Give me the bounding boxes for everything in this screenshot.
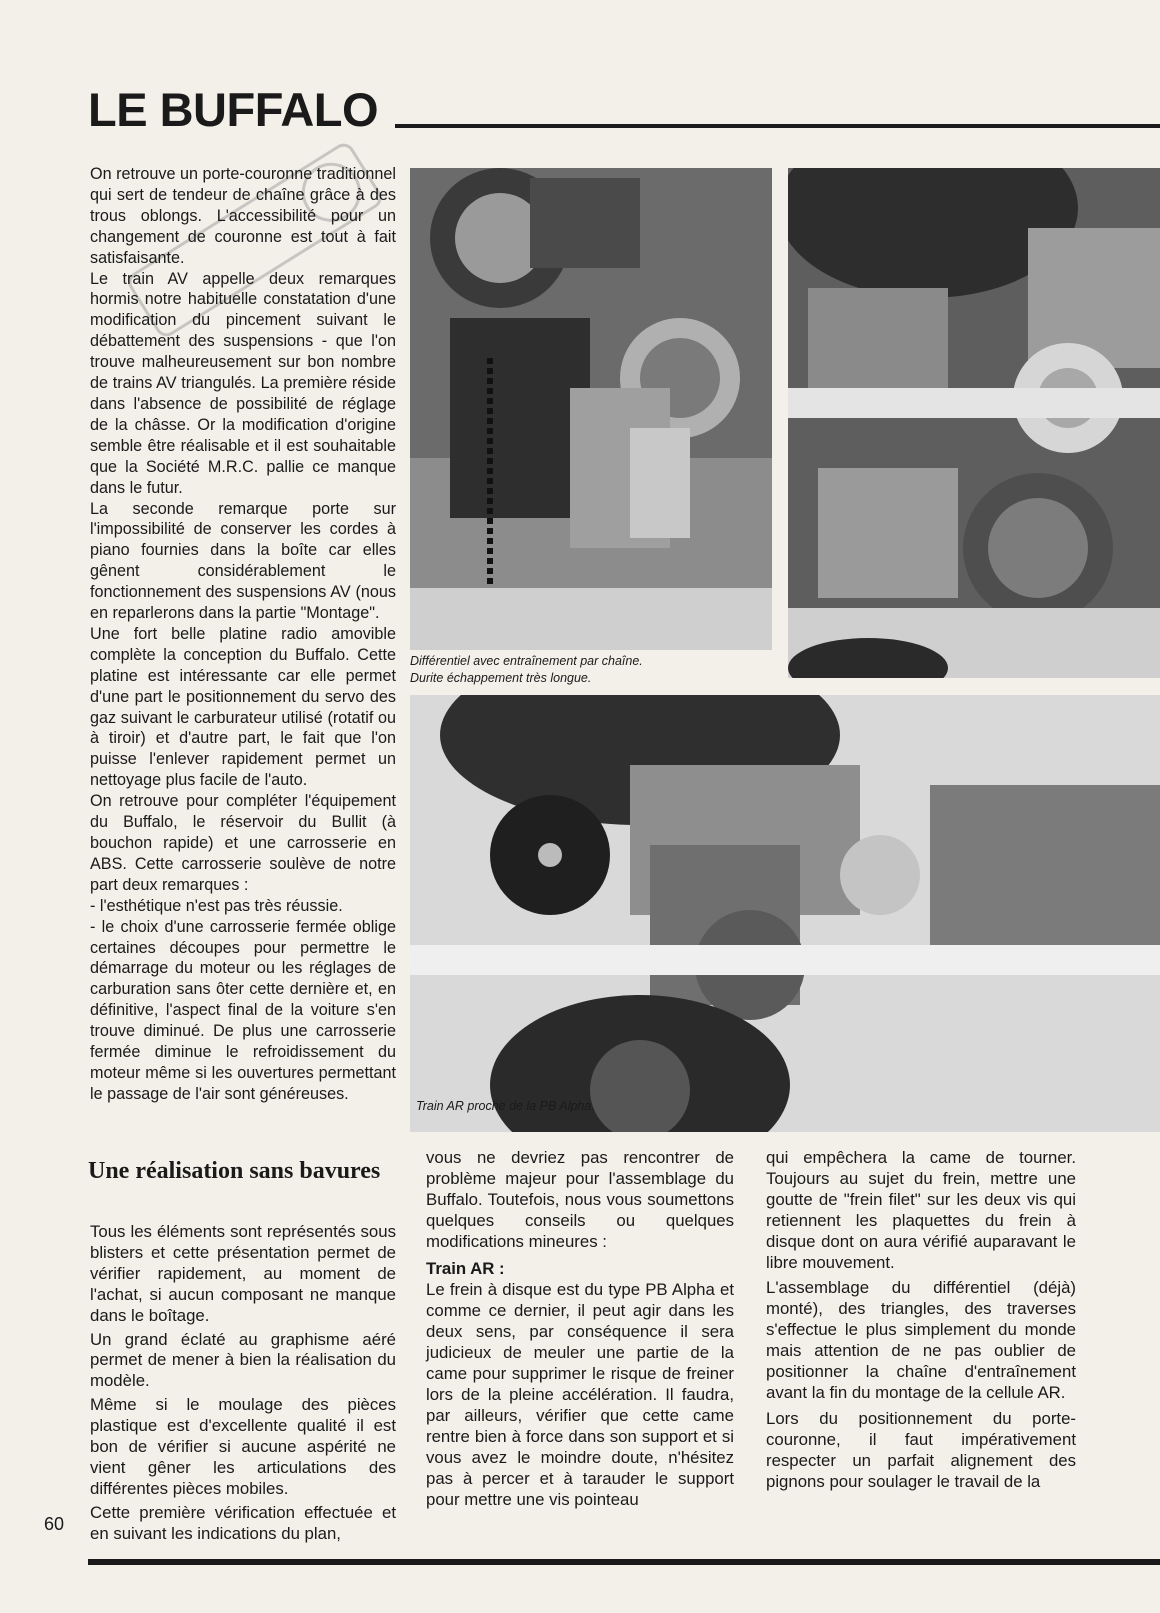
- paragraph: On retrouve un porte-couronne traditionnel qui sert de tendeur de chaîne grâce à des trous oblongs. L'accessibilité pour un changement de couronne est tout à fait satisfaisante.: [90, 165, 396, 267]
- subsection-heading: Train AR :: [426, 1258, 505, 1278]
- caption-line: Durite échappement très longue.: [410, 671, 592, 685]
- paragraph: Même si le moulage des pièces plastique est d'excellente qualité il est bon de vérifier si aucune aspérité ne vient gêner les articulations des différentes pièces mobiles.: [90, 1395, 396, 1498]
- paragraph: On retrouve pour compléter l'équipement du Buffalo, le réservoir du Bullit (à bouchon rapide) et une carrosserie en ABS. Cette carrosserie soulève de notre part deux remarques :: [90, 792, 396, 894]
- paragraph: Tous les éléments sont représentés sous blisters et cette présentation permet de vérifier rapidement, au moment de l'achat, si aucun composant ne manque dans le boîtage.: [90, 1222, 396, 1325]
- title-rule: [395, 124, 1160, 128]
- caption-differential: [410, 653, 770, 687]
- paragraph: Le frein à disque est du type PB Alpha et comme ce dernier, il peut agir dans les deux sens, par conséquence il sera judicieux de meuler une partie de la came pour supprimer le risque de freiner lors de la pleine accélération. Il faudra, par ailleurs, vérifier que cette came rentre bien à force dans son support et si vous avez le moindre doute, n'hésitez pas à percer et à tarauder le support pour mettre une vis pointeau: [426, 1280, 734, 1509]
- paragraph: - l'esthétique n'est pas très réussie.: [90, 896, 343, 915]
- section-heading: Une réalisation sans bavures: [88, 1158, 381, 1184]
- section-column-3: [766, 1148, 1076, 1498]
- caption-line: Différentiel avec entraînement par chaîne.: [410, 654, 643, 668]
- paragraph: Cette première vérification effectuée et en suivant les indications du plan,: [90, 1502, 396, 1543]
- section-column-1: [90, 1222, 396, 1548]
- photo-engine: [788, 168, 1160, 678]
- photo-differential: [410, 168, 772, 650]
- paragraph: vous ne devriez pas rencontrer de problème majeur pour l'assemblage du Buffalo. Toutefois, nous vous soumettons quelques conseils ou quelques modifications mineures :: [426, 1148, 734, 1251]
- page-number: 60: [44, 1514, 65, 1534]
- paragraph: Un grand éclaté au graphisme aéré permet de mener à bien la réalisation du modèle.: [90, 1329, 396, 1391]
- paragraph: Lors du positionnement du porte-couronne, il faut impérativement respecter un parfait alignement des pignons pour soulager le travail de la: [766, 1408, 1076, 1491]
- caption-rear-axle: Train AR proche de la PB Alpha.: [416, 1099, 595, 1113]
- paragraph: La seconde remarque porte sur l'impossibilité de conserver les cordes à piano fournies dans la boîte car elles gênent considérablement le fonctionnement des suspensions AV (nous en reparlerons dans la partie "Montage".: [90, 499, 396, 623]
- paragraph: qui empêchera la came de tourner. Toujours au sujet du frein, mettre une goutte de "frein filet" sur les deux vis qui retiennent les plaquettes du frein à disque dont on aura vérifié auparavant le libre mouvement.: [766, 1148, 1076, 1272]
- intro-column: [90, 164, 396, 1105]
- paragraph: Une fort belle platine radio amovible complète la conception du Buffalo. Cette platine est intéressante car elle permet d'une part le positionnement du servo des gaz suivant le carburateur utilisé (rotatif ou à tiroir) et d'autre part, le fait que l'on puisse l'enlever rapidement permet un nettoyage plus facile de l'auto.: [90, 624, 396, 790]
- bottom-rule: [88, 1559, 1160, 1565]
- paragraph: Le train AV appelle deux remarques hormis notre habituelle constatation d'une modification du pincement suivant le débattement des suspensions - que l'on trouve malheureusement sur bon nombre de trains AV triangulés. La première réside dans l'absence de possibilité de réglage de la châsse. Or la modification d'origine semble être réalisable et il est souhaitable que la Société M.R.C. pallie ce manque dans le futur.: [90, 269, 396, 497]
- article-title: LE BUFFALO: [88, 83, 379, 136]
- paragraph: - le choix d'une carrosserie fermée oblige certaines découpes pour permettre le démarrage du moteur ou les réglages de carburation sans ôter cette dernière et, en définitive, l'aspect final de la voiture s'en trouve diminué. De plus une carrosserie fermée diminue le refroidissement du moteur même si les ouvertures permettant le passage de l'air sont généreuses.: [90, 917, 396, 1103]
- section-column-2: [426, 1148, 734, 1515]
- paragraph: L'assemblage du différentiel (déjà) monté), des triangles, des traverses s'effectue le plus simplement du monde mais attention de ne pas oublier de positionner la chaîne d'entraînement avant la fin du montage de la cellule AR.: [766, 1278, 1076, 1402]
- photo-rear-axle: [410, 695, 1160, 1132]
